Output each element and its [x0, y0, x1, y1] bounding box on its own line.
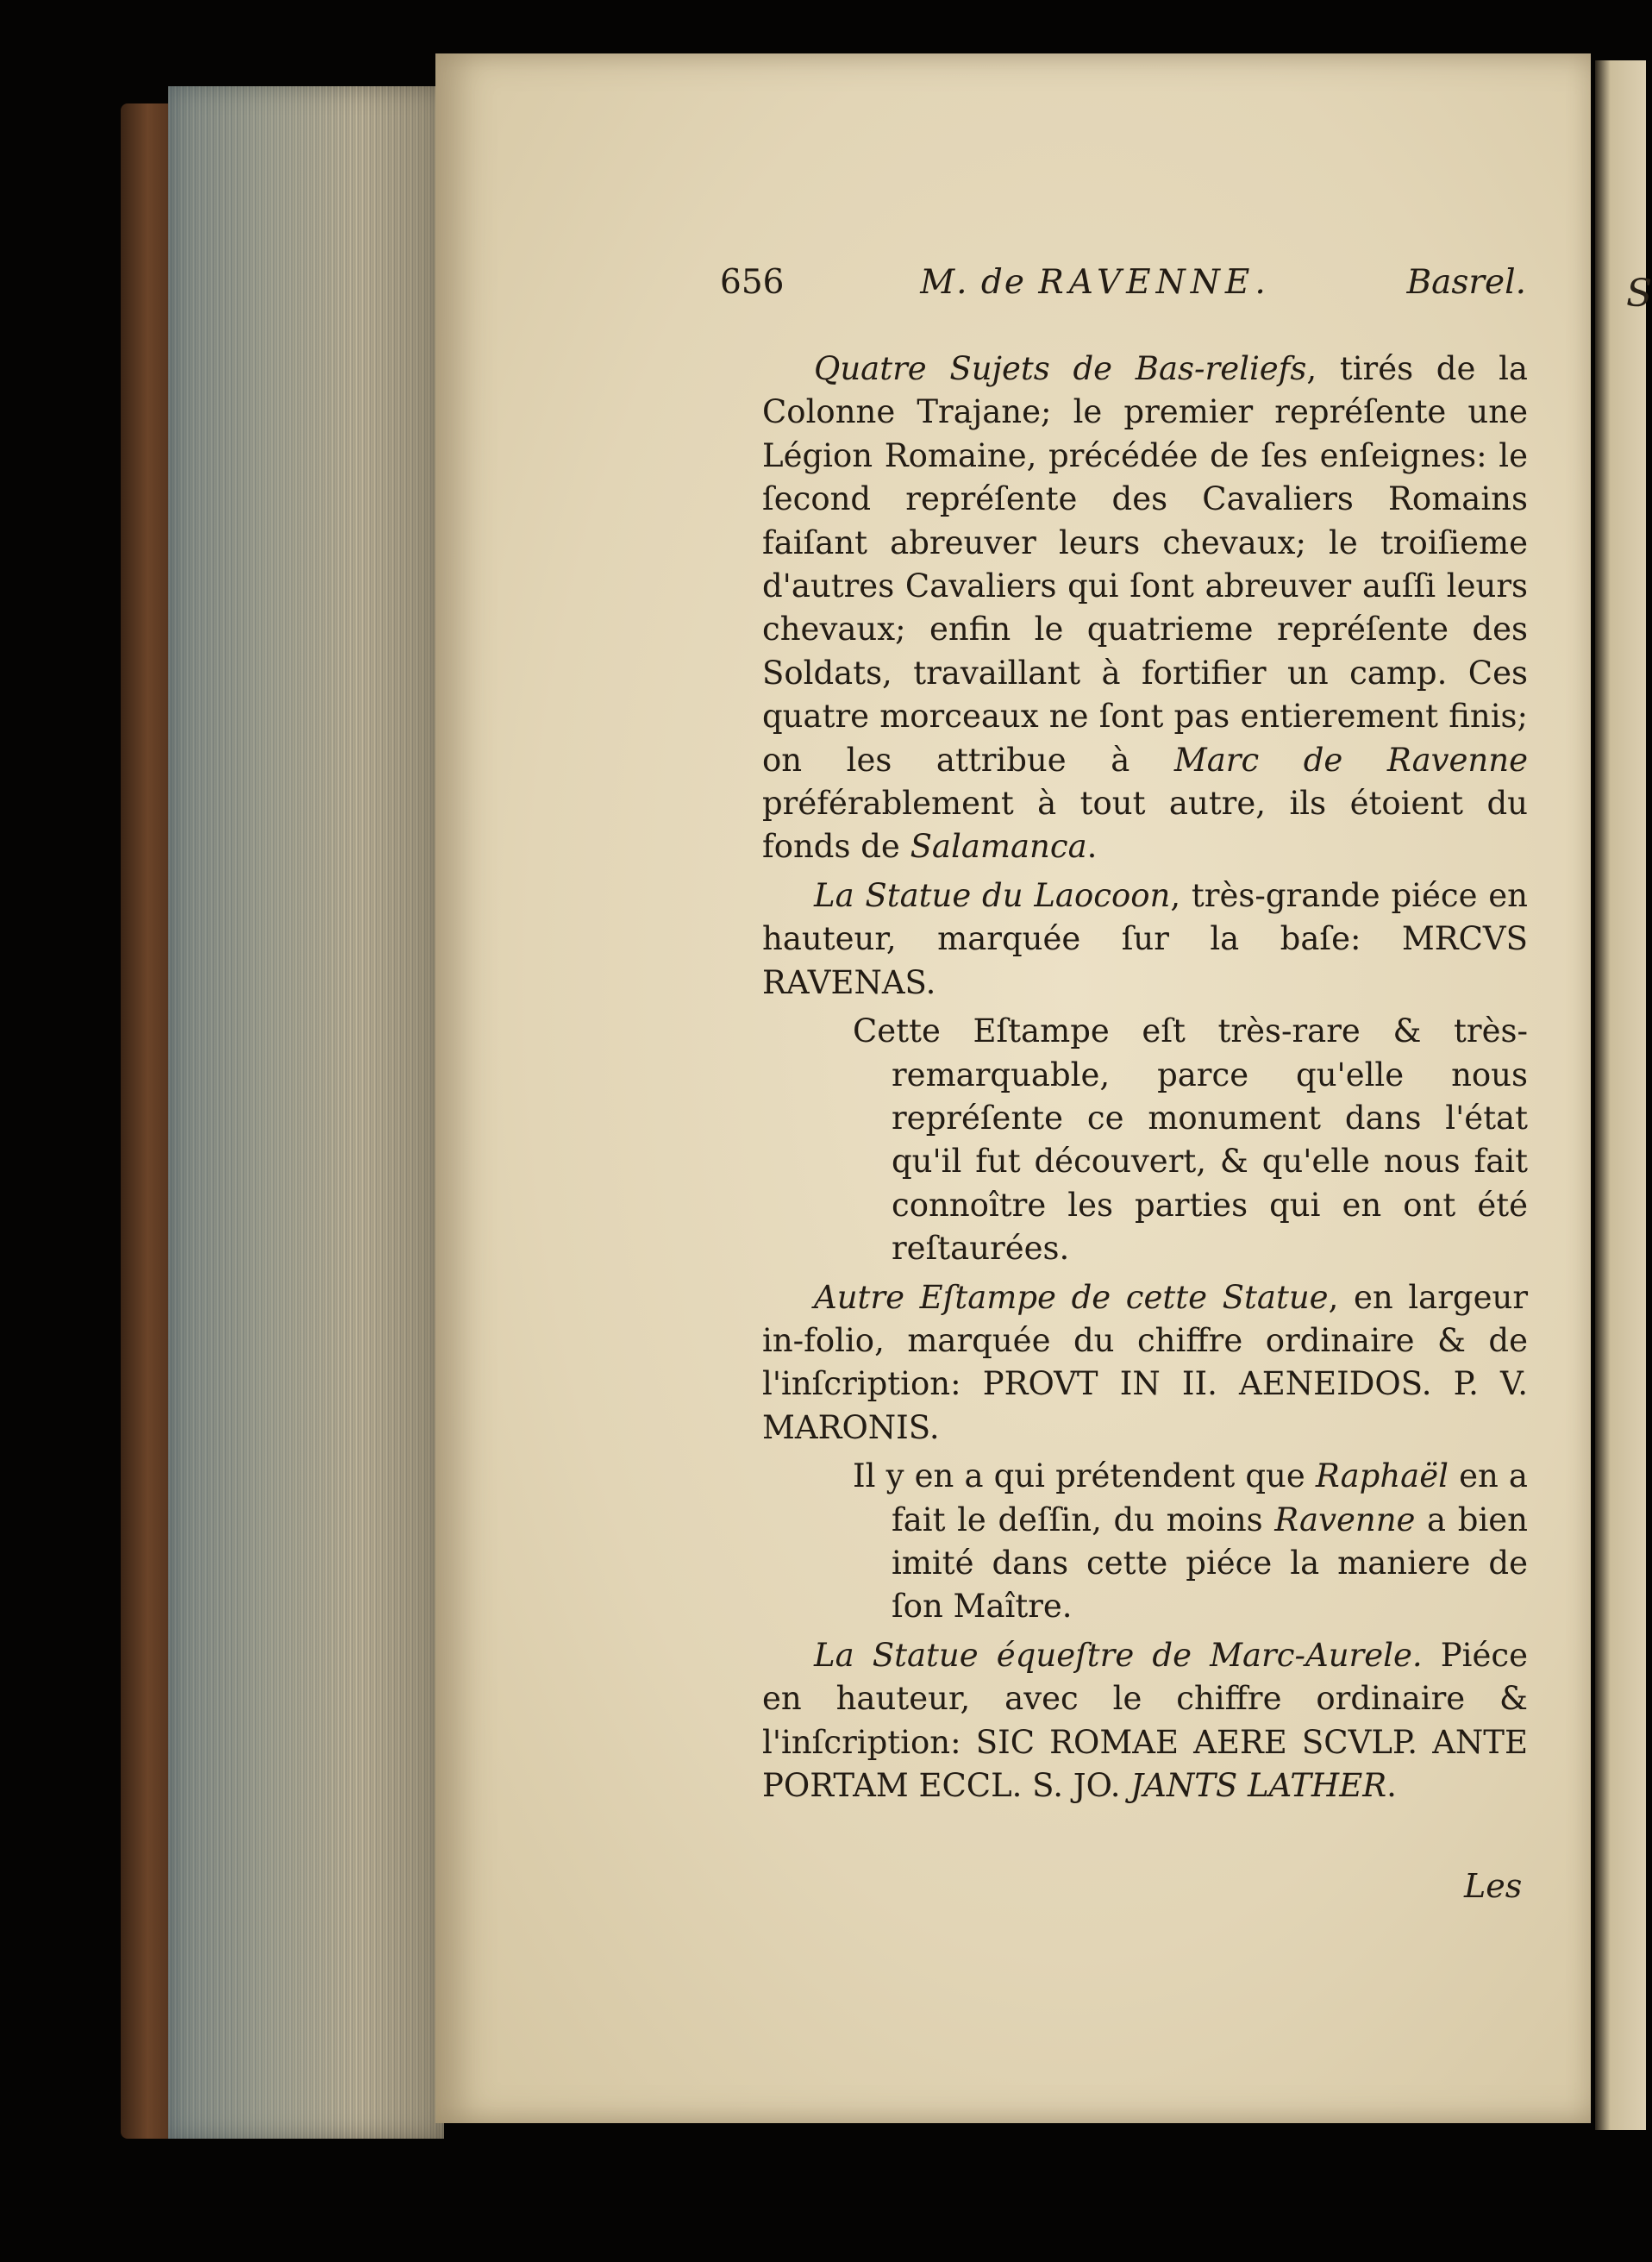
entry-text: . [1086, 828, 1098, 866]
entry-text: , très-grande piéce en hauteur, marquée ſur la baſe: MRCVS RAVENAS. [762, 876, 1528, 1001]
page-edges [168, 86, 444, 2139]
entry-title: Quatre Sujets de Bas-reliefs [814, 350, 1307, 387]
page-number: 656 [720, 263, 785, 302]
note-text: Cette Eſtampe eſt très-rare & très-remarquable, parce qu'elle nous repréſente ce monument dans l'état qu'il fut découvert, & qu'elle nous fait connoître les parties qui en ont été reſtaurées. [853, 1012, 1528, 1268]
entry-text: Piéce en hauteur, avec le chiffre ordinaire & l'inſcription: SIC ROMAE AERE SCVLP. ANTE PORTAM ECCL. S. JO. [762, 1636, 1528, 1804]
entry-text: , en largeur in-folio, marquée du chiffre ordinaire & de l'inſcription: PROVT IN II. AENEIDOS. P. V. MARONIS. [762, 1278, 1528, 1446]
entry-paragraph [762, 1634, 1528, 1808]
note-paragraph [801, 1455, 1528, 1629]
facing-page-letter: S [1626, 272, 1652, 316]
entry-title: La Statue équeſtre de Marc-Aurele. [814, 1636, 1423, 1674]
running-title-prefix: M. de [920, 263, 1026, 302]
engraver-name: JANTS LATHER [1130, 1767, 1387, 1804]
entry-text: . [1386, 1767, 1397, 1804]
note-text: a bien imité dans cette piéce la maniere de ſon Maître. [892, 1501, 1528, 1626]
artist-name: Raphaël [1315, 1457, 1449, 1495]
page-body [762, 348, 1528, 1813]
entry-title: Autre Eſtampe de cette Statue [814, 1278, 1329, 1316]
entry-paragraph [762, 348, 1528, 869]
entry-paragraph [762, 874, 1528, 1005]
entry-text: préférablement à tout autre, ils étoient du fonds de [762, 785, 1528, 866]
note-text: en a fait le deſſin, du moins [892, 1457, 1528, 1538]
facing-page-edge [1595, 60, 1646, 2130]
entry-title: La Statue du Laocoon [814, 876, 1171, 914]
collection-name: Salamanca [910, 828, 1087, 866]
catchword: Les [1464, 1867, 1523, 1905]
running-header [720, 263, 1526, 315]
note-text: Il y en a qui prétendent que [853, 1457, 1316, 1495]
entry-paragraph [762, 1276, 1528, 1451]
entry-text: , tirés de la Colonne Trajane; le premier repréſente une Légion Romaine, précédée de ſes enſeignes: le ſecond repréſente des Cavaliers Romains faiſant abreuver leurs chevaux; le troiſieme d'autres Cavaliers qui ſont abreuver auſſi leurs chevaux; enfin le quatrieme repréſente des Soldats, travaillant à fortifier un camp. Ces quatre morceaux ne ſont pas entierement finis; on les attribue à [762, 350, 1528, 779]
section-label: Basrel. [1406, 263, 1526, 302]
artist-name: Marc de Ravenne [1173, 741, 1528, 779]
note-paragraph [801, 1010, 1528, 1270]
artist-name: Ravenne [1274, 1501, 1416, 1538]
running-title [920, 263, 1271, 302]
running-title-name: RAVENNE. [1038, 263, 1271, 302]
